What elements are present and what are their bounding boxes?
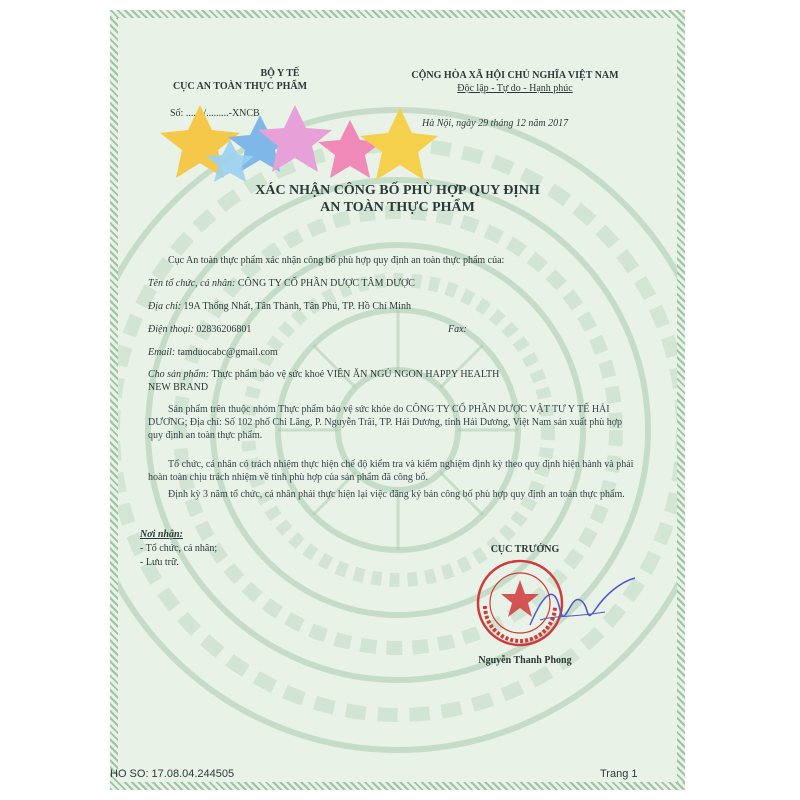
border-bottom	[110, 782, 685, 790]
address-value: 19A Thống Nhất, Tân Thành, Tân Phú, TP. Hồ Chí Minh	[183, 301, 411, 312]
paragraph-renewal: Định kỳ 3 năm tổ chức, cá nhân phải thực hiện lại việc đăng ký bản công bố phù hợp quy định an toàn thực phẩm.	[168, 489, 625, 500]
page-number: Trang 1	[600, 768, 638, 780]
intro-text: Cục An toàn thực phẩm xác nhận công bố phù hợp quy định an toàn thực phẩm của:	[168, 255, 505, 266]
paragraph-responsibility: Tổ chức, cá nhân có trách nhiệm thực hiện chế độ kiểm tra và kiểm nghiệm định kỳ theo quy định hiện hành và phải hoàn toàn chịu trách nhiệm về tính phù hợp của sản phẩm đã công bố.	[148, 459, 634, 483]
email-row	[148, 347, 278, 358]
phone-row	[148, 324, 251, 335]
title-line-2: AN TOÀN THỰC PHẨM	[320, 200, 475, 215]
address-label: Địa chỉ:	[148, 301, 182, 312]
signer-name: Nguyễn Thanh Phong	[478, 655, 572, 666]
ministry-name: BỘ Y TẾ	[260, 68, 300, 79]
product-value: Thực phẩm bảo vệ sức khoẻ VIÊN ĂN NGỦ NGON HAPPY HEALTH	[211, 369, 500, 380]
border-top	[110, 10, 685, 18]
recipients-title: Nơi nhận:	[140, 529, 183, 540]
phone-value: 02836206801	[196, 324, 252, 335]
product-label: Cho sản phẩm:	[148, 369, 210, 380]
address-row	[148, 301, 411, 312]
certificate-paper	[110, 10, 685, 790]
issue-date: Hà Nội, ngày 29 tháng 12 năm 2017	[422, 118, 569, 129]
phone-label: Điện thoại:	[148, 324, 194, 335]
product-value-cont: NEW BRAND	[148, 382, 209, 393]
country-name: CỘNG HÒA XÃ HỘI CHỦ NGHĨA VIỆT NAM	[411, 70, 619, 81]
border-left	[110, 10, 118, 790]
title-line-1: XÁC NHẬN CÔNG BỐ PHÙ HỢP QUY ĐỊNH	[255, 183, 540, 198]
recipient-item: - Lưu trữ.	[140, 557, 179, 568]
org-label: Tên tổ chức, cá nhân:	[148, 278, 236, 289]
motto: Độc lập - Tự do - Hạnh phúc	[457, 83, 573, 94]
org-value: CÔNG TY CỔ PHẦN DƯỢC TÂM DƯỢC	[237, 278, 415, 289]
email-label: Email:	[148, 347, 176, 358]
signer-position: CỤC TRƯỞNG	[490, 544, 560, 555]
email-value: tamduocabc@gmail.com	[177, 347, 278, 358]
border-right	[677, 10, 685, 790]
product-row	[148, 369, 499, 380]
agency-name: CỤC AN TOÀN THỰC PHẨM	[172, 81, 308, 92]
file-number: HO SO: 17.08.04.244505	[110, 768, 235, 780]
redaction-stars	[160, 100, 440, 190]
org-row	[148, 278, 415, 289]
paragraph-manufacturer: Sản phẩm trên thuộc nhóm Thực phẩm bảo vệ sức khỏe do CÔNG TY CỔ PHẦN DƯỢC VẬT TƯ Y TẾ HẢI DƯƠNG; Địa chỉ: Số 102 phố Chi Lăng, P. Nguyễn Trãi, TP. Hải Dương, tỉnh Hải Dương, Việt Nam sản xuất phù hợp quy định an toàn thực phẩm.	[148, 404, 623, 441]
handwritten-signature	[510, 570, 640, 640]
document-number: Số: ......./.........-XNCB	[170, 108, 260, 119]
fax-label: Fax:	[448, 324, 467, 335]
recipient-item: - Tổ chức, cá nhân;	[140, 543, 218, 554]
